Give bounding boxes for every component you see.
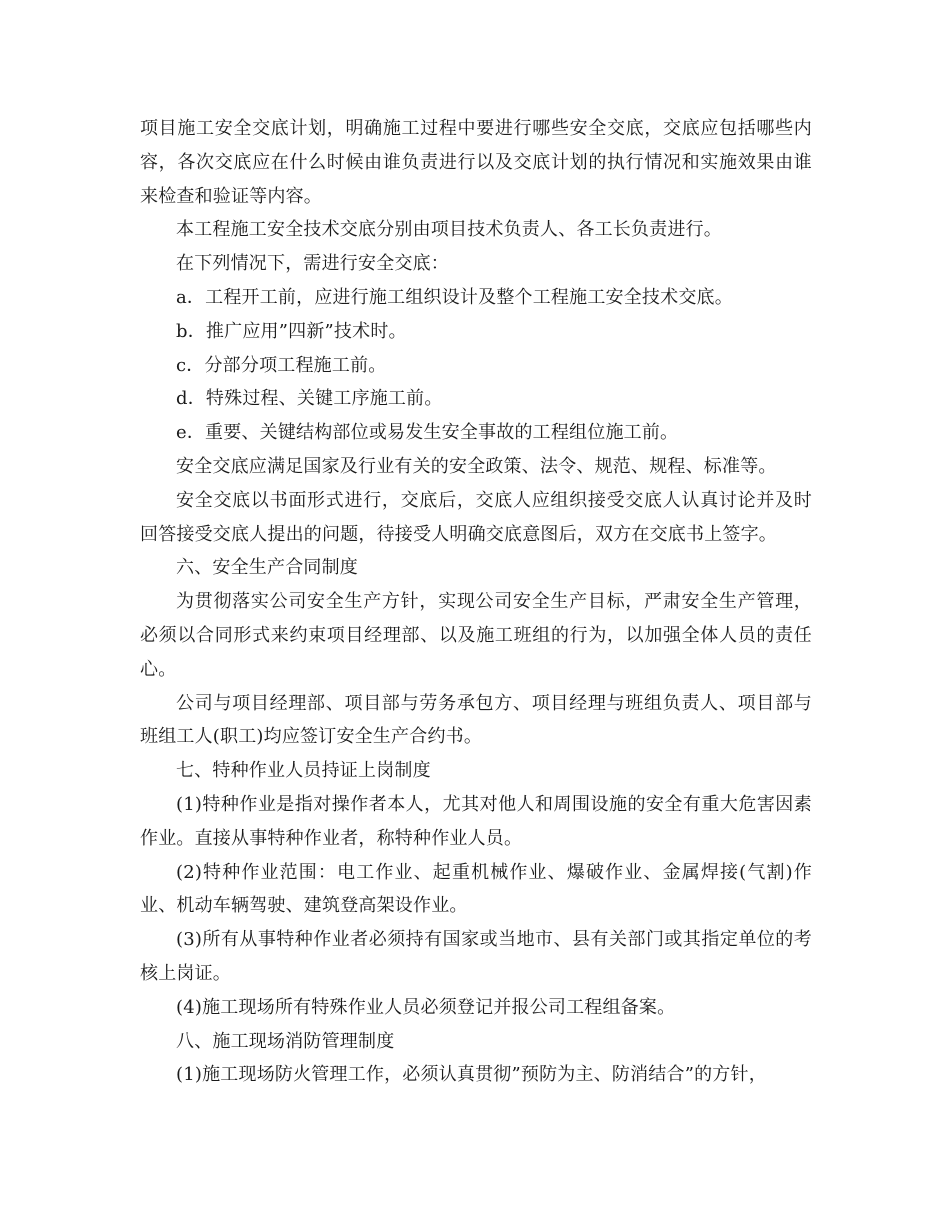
list-item-b: b．推广应用”四新”技术时。	[176, 320, 407, 342]
paragraph-12: 为贯彻落实公司安全生产方针，实现公司安全生产目标，严肃安全生产管理，必须以合同形式来约束项目经理部、以及施工班组的行为，以加强全体人员的责任心。	[140, 591, 812, 680]
document-page	[140, 112, 812, 1092]
section-heading-7: 七、特种作业人员持证上岗制度	[176, 760, 431, 782]
numbered-item-1: (1)特种作业是指对操作者本人，尤其对他人和周围设施的安全有重大危害因素作业。直接从事特种作业者，称特种作业人员。	[140, 793, 812, 849]
numbered-item-fire-1: (1)施工现场防火管理工作，必须认真贯彻”预防为主、防消结合”的方针，	[176, 1064, 767, 1086]
section-heading-6: 六、安全生产合同制度	[176, 557, 358, 579]
list-item-e: e．重要、关键结构部位或易发生安全事故的工程组位施工前。	[176, 422, 679, 444]
paragraph-10: 安全交底以书面形式进行，交底后，交底人应组织接受交底人认真讨论并及时回答接受交底人提出的问题，待接受人明确交底意图后，双方在交底书上签字。	[140, 489, 812, 545]
paragraph-1: 项目施工安全交底计划，明确施工过程中要进行哪些安全交底，交底应包括哪些内容，各次交底应在什么时候由谁负责进行以及交底计划的执行情况和实施效果由谁来检查和验证等内容。	[140, 118, 812, 207]
numbered-item-4: (4)施工现场所有特殊作业人员必须登记并报公司工程组备案。	[176, 996, 676, 1018]
list-item-c: c．分部分项工程施工前。	[176, 354, 387, 376]
numbered-item-2: (2)特种作业范围：电工作业、起重机械作业、爆破作业、金属焊接(气割)作业、机动车辆驾驶、建筑登高架设作业。	[140, 861, 812, 917]
paragraph-2: 本工程施工安全技术交底分别由项目技术负责人、各工长负责进行。	[176, 219, 722, 241]
section-heading-8: 八、施工现场消防管理制度	[176, 1030, 395, 1052]
numbered-item-3: (3)所有从事特种作业者必须持有国家或当地市、县有关部门或其指定单位的考核上岗证。	[140, 929, 812, 984]
list-item-a: a．工程开工前，应进行施工组织设计及整个工程施工安全技术交底。	[176, 286, 733, 308]
list-item-d: d．特殊过程、关键工序施工前。	[176, 388, 443, 410]
paragraph-3: 在下列情况下，需进行安全交底：	[176, 253, 449, 275]
paragraph-9: 安全交底应满足国家及行业有关的安全政策、法令、规范、规程、标准等。	[176, 455, 777, 477]
paragraph-13: 公司与项目经理部、项目部与劳务承包方、项目经理与班组负责人、项目部与班组工人(职工)均应签订安全生产合约书。	[140, 692, 812, 748]
